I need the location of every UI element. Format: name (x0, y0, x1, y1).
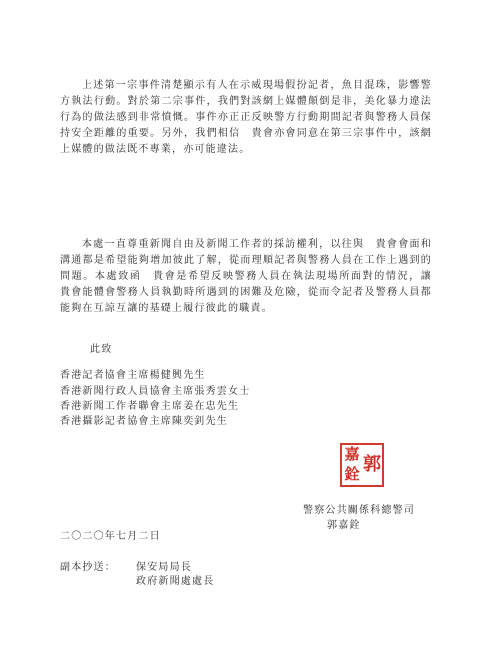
seal-char: 郭 (363, 454, 381, 475)
cc-recipient: 政府新聞處處長 (136, 576, 215, 587)
paragraph-1: 上述第一宗事件清楚顯示有人在示威現場假扮記者，魚目混珠，影響警方執法行動。對於第二宗事件，我們對該網上媒體顛倒是非，美化暴力違法行為的做法感到非常憤慨。事件亦正正反映警方行動期間記者與警務人員保持安全距離的重要。另外，我們相信 貴會亦會同意在第三宗事件中，該網上媒體的做法既不專業，亦可能違法。 (60, 80, 432, 155)
cc-recipient: 保安局局長 (136, 562, 192, 573)
signature-organization: 警察公共關係科總警司 (303, 505, 415, 516)
seal-char: 銓 (344, 465, 360, 483)
seal-stamp (340, 443, 384, 487)
letter-date: 二〇二〇年七月二日 (60, 531, 161, 542)
salutation: 此致 (90, 344, 113, 355)
seal-char: 嘉 (344, 445, 360, 463)
cc-label: 副本抄送： (60, 562, 116, 573)
recipient-line: 香港記者協會主席楊健興先生 (60, 370, 206, 381)
paragraph-2: 本處一直尊重新聞自由及新聞工作者的採訪權利，以往與 貴會會面和溝通都是希望能夠增加彼此了解，從而理順記者與警務人員在工作上遇到的問題。本處致函 貴會是希望反映警務人員在執法現場所面對的情況，讓 貴會能體會警務人員執勤時所遇到的困難及危險，從而令記者及警務人員都能夠在互諒互讓的基礎上履行彼此的職責。 (60, 239, 444, 314)
recipient-line: 香港攝影記者協會主席陳奕釗先生 (60, 416, 228, 427)
recipient-line: 香港新聞工作者聯會主席姜在忠先生 (60, 401, 240, 412)
signature-name: 郭嘉銓 (327, 520, 361, 531)
recipient-line: 香港新聞行政人員協會主席張秀雲女士 (60, 386, 251, 397)
